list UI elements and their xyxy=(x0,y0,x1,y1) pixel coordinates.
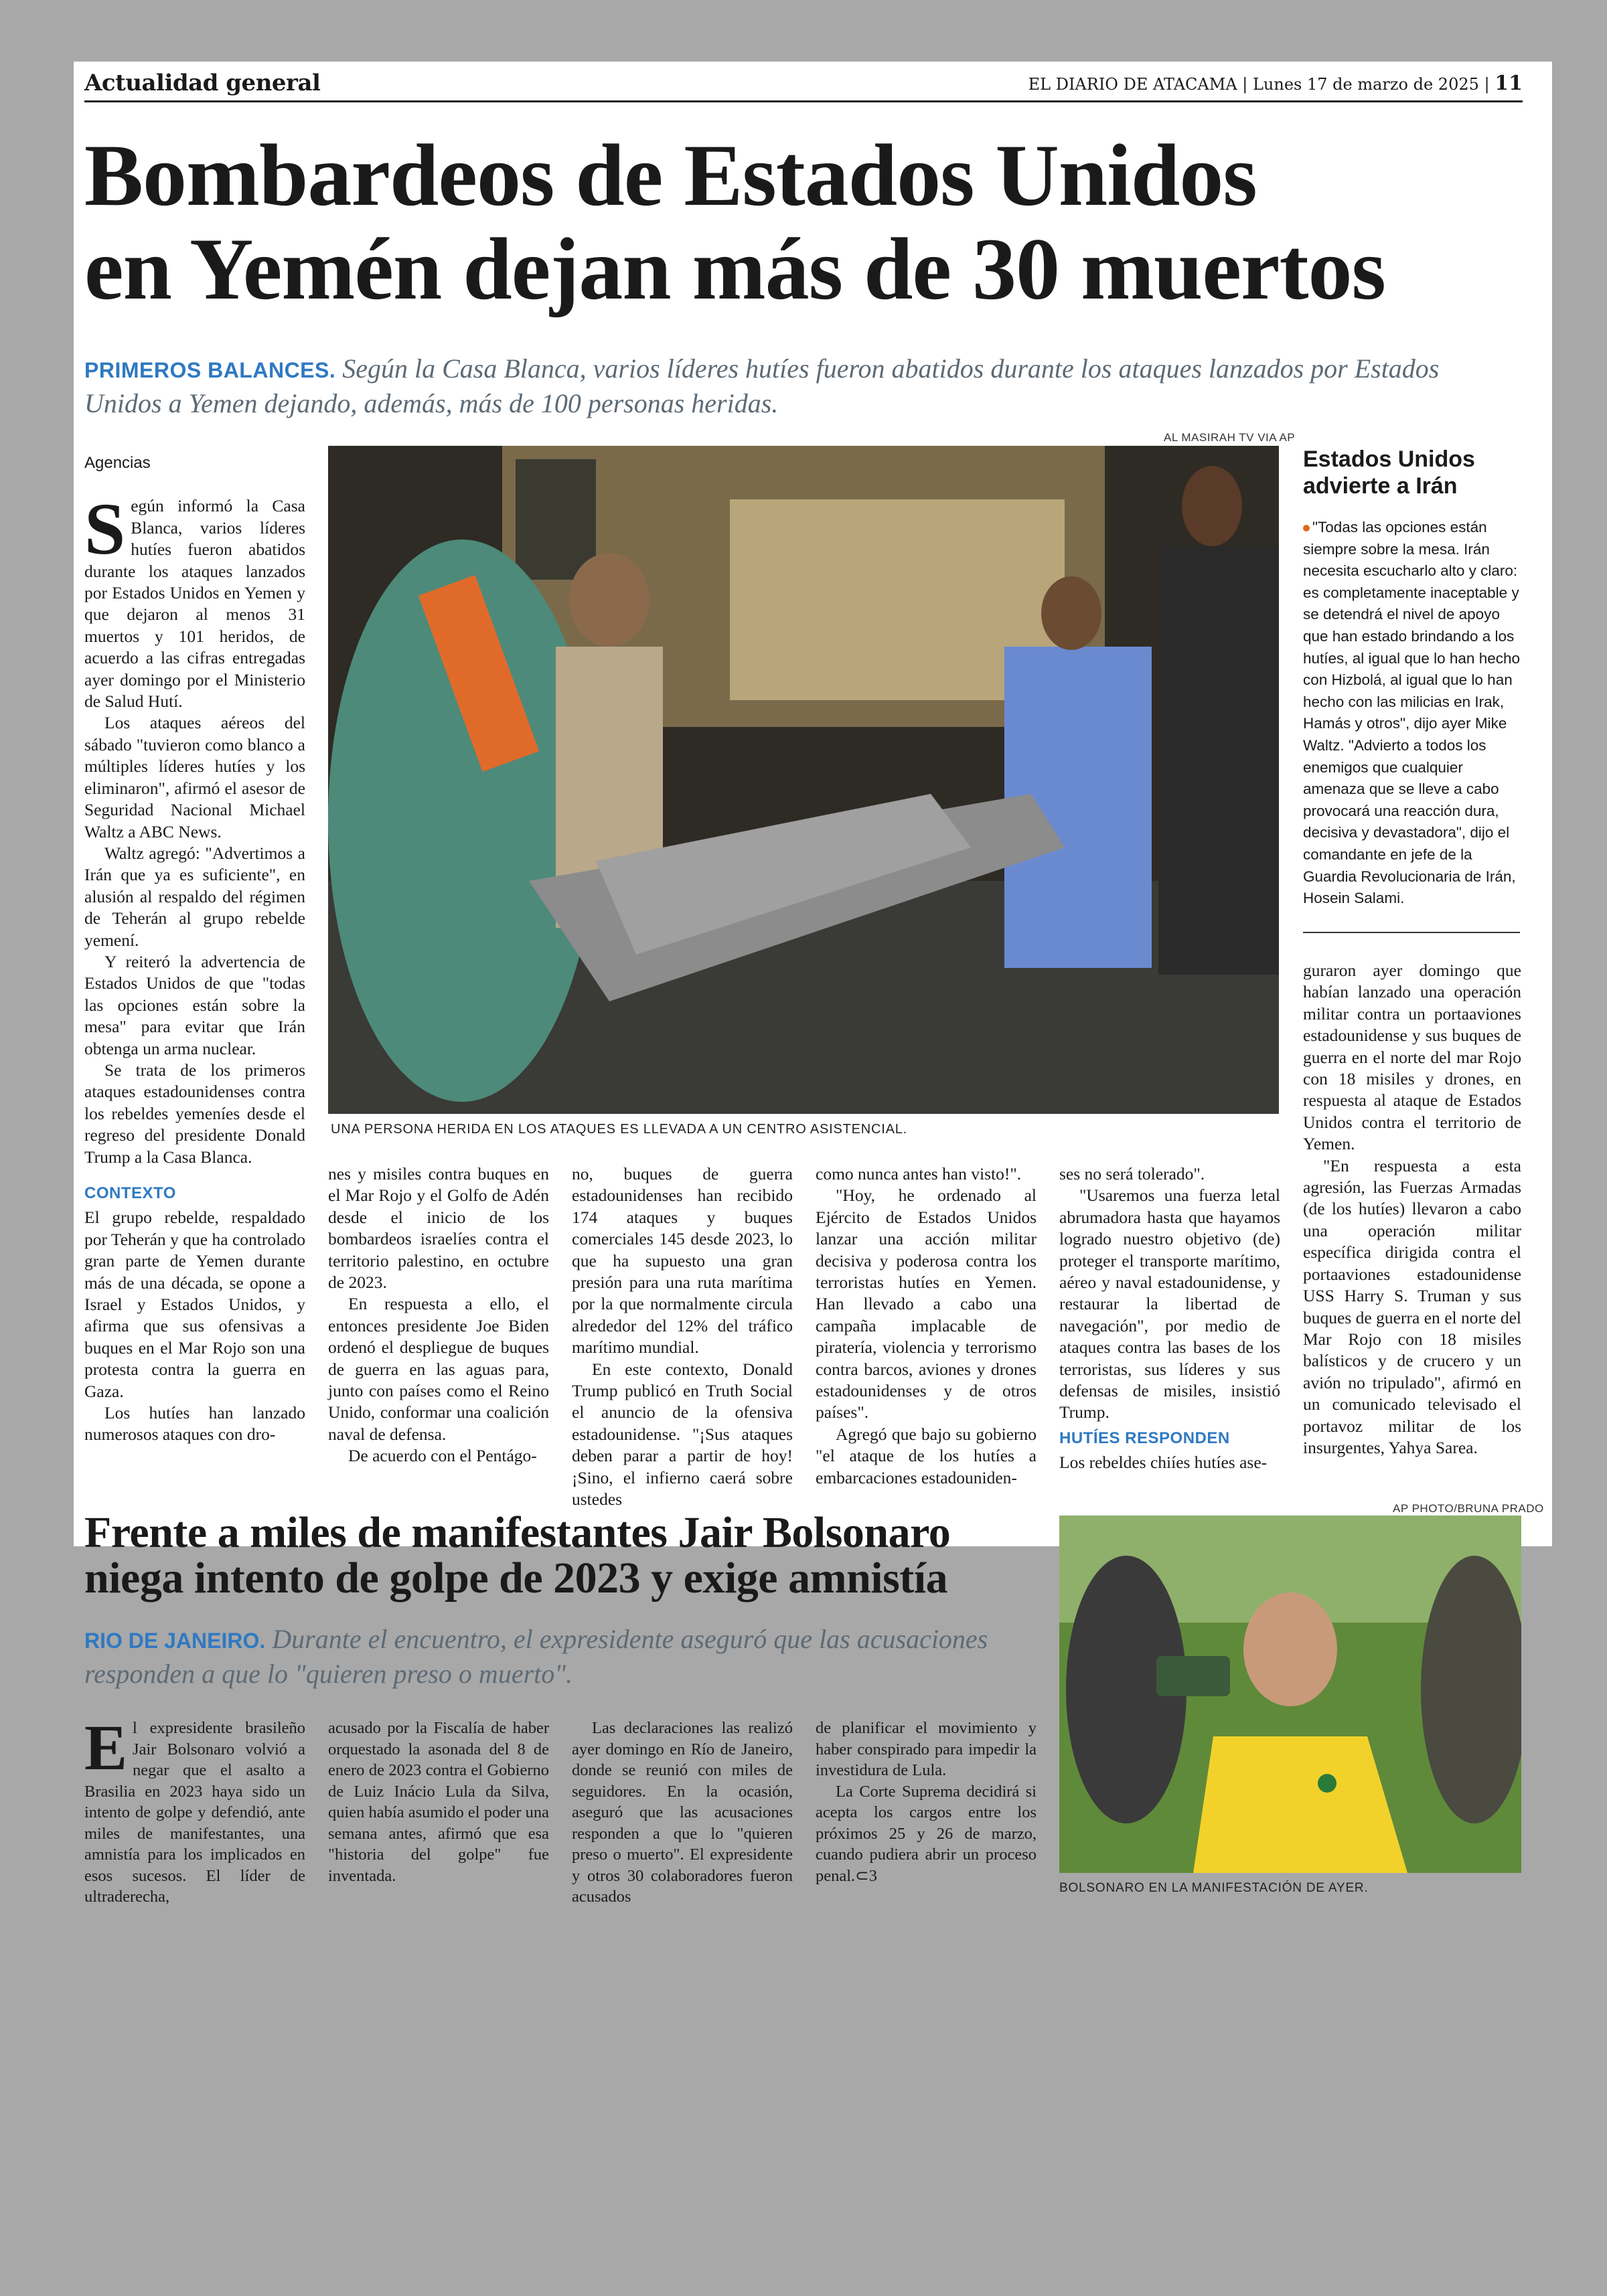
photo-credit: AL MASIRAH TV VIA AP xyxy=(1164,431,1296,444)
second-headline: Frente a miles de manifestantes Jair Bolsonaro niega intento de golpe de 2023 y exige amnistía xyxy=(84,1508,951,1603)
sidebar-text: "Todas las opciones están siempre sobre la mesa. Irán necesita escucharlo alto y claro: es completamente inaceptable y se detendrá el nivel de apoyo que han estado brindando a los hutíes, al igual que lo han hecho con Hizbolá, al igual que lo han hecho con las milicias en Irak, Hamás y otros", dijo ayer Mike Waltz. "Advierto a todos los enemigos que cualquier amenaza que se lleve a cabo provocará una reacción dura, decisiva y devastadora", dijo el comandante en jefe de la Guardia Revolucionaria de Irán, Hosein Salami. xyxy=(1303,519,1520,907)
article-column-1 xyxy=(84,453,305,1446)
paragraph: La Corte Suprema decidirá si acepta los cargos entre los próximos 25 y 26 de marzo, cuando pudiera abrir un proceso penal.⊂3 xyxy=(816,1782,1037,1885)
paragraph: "Usaremos una fuerza letal abrumadora hasta que hayamos logrado nuestro objetivo (de) proteger el transporte marítimo, aéreo y naval estadounidense, y restaurar la libertad de navegación", por medio de ataques contra las bases de los terroristas, sus líderes y sus defensas de misiles, insistió Trump. xyxy=(1059,1185,1280,1422)
paragraph: Las declaraciones las realizó ayer domingo en Río de Janeiro, donde se reunió con miles de seguidores. En la ocasión, aseguró que las acusaciones responden a que lo "quieren preso o muerto". El expresidente y otros 30 colaboradores fueron acusados xyxy=(572,1719,793,1906)
drop-cap: E xyxy=(84,1712,128,1783)
bullet-dot-icon xyxy=(1303,525,1310,531)
news-photo-stretcher xyxy=(328,446,1279,1114)
photo-caption-2: BOLSONARO EN LA MANIFESTACIÓN DE AYER. xyxy=(1059,1881,1369,1895)
subhead-huties-responden: HUTÍES RESPONDEN xyxy=(1059,1428,1230,1447)
paragraph: De acuerdo con el Pentágo- xyxy=(348,1446,537,1466)
article-column-3 xyxy=(572,1163,793,1511)
photo-illustration xyxy=(328,446,1279,1114)
headline-line-1: Bombardeos de Estados Unidos xyxy=(84,126,1257,224)
paragraph: "En respuesta a esta agresión, las Fuerzas Armadas (de los hutíes) llevaron a cabo una operación militar específica dirigida contra el portaaviones estadounidense USS Harry S. Truman y sus buques de guerra en el norte del Mar Rojo con 18 misiles balísticos y de crucero y un avión no tripulado", afirmó en un comunicado televisado el portavoz militar de los insurgentes, Yahya Sarea. xyxy=(1303,1155,1521,1457)
paragraph: Los ataques aéreos del sábado "tuvieron como blanco a múltiples líderes hutíes y los eliminaron", afirmó el asesor de Seguridad Nacional Michael Waltz a ABC News. xyxy=(84,713,305,841)
masthead xyxy=(1028,72,1523,100)
article-column-6 xyxy=(1303,960,1521,1459)
photo-credit-2: AP PHOTO/BRUNA PRADO xyxy=(1393,1502,1544,1515)
headline-line-2: en Yemén dejan más de 30 muertos xyxy=(84,220,1385,318)
paragraph: El grupo rebelde, respaldado por Teherán y que ha controlado gran parte de Yemen durante más de una década, se opone a Israel y Estados Unidos, y afirma que sus ofensivas a buques en el Mar Rojo son una protesta contra la guerra en Gaza. xyxy=(84,1208,305,1401)
masthead-text: EL DIARIO DE ATACAMA | Lunes 17 de marzo de 2025 | xyxy=(1028,75,1490,94)
page-header xyxy=(84,66,1523,102)
paragraph: como nunca antes han visto!". xyxy=(816,1164,1022,1183)
article2-column-2 xyxy=(328,1718,549,1886)
paragraph: En este contexto, Donald Trump publicó en Truth Social el anuncio de la ofensiva estadounidense. "¡Sus ataques deben parar a partir de hoy! ¡Sino, el infierno caerá sobre ustedes xyxy=(572,1359,793,1509)
byline-agency: Agencias xyxy=(84,454,151,472)
sidebar-body xyxy=(1303,517,1520,910)
article-column-4 xyxy=(816,1163,1037,1489)
paragraph xyxy=(84,1712,305,1908)
paragraph: Y reiteró la advertencia de Estados Unidos de que "todas las opciones están sobre la mesa" para evitar que Irán obtenga un arma nuclear. xyxy=(84,951,305,1058)
photo-caption: UNA PERSONA HERIDA EN LOS ATAQUES ES LLEVADA A UN CENTRO ASISTENCIAL. xyxy=(331,1122,908,1137)
paragraph: Agregó que bajo su gobierno "el ataque de los hutíes a embarcaciones estadouniden- xyxy=(816,1424,1037,1487)
page-number: 11 xyxy=(1495,72,1523,95)
paragraph: Los hutíes han lanzado numerosos ataques con dro- xyxy=(84,1403,305,1445)
news-photo-bolsonaro xyxy=(1059,1515,1521,1873)
sidebar-title: Estados Unidos advierte a Irán xyxy=(1303,446,1475,499)
second-deck-kicker: RIO DE JANEIRO. xyxy=(84,1629,266,1653)
paragraph: Los rebeldes chiíes hutíes ase- xyxy=(1059,1453,1268,1473)
paragraph: ses no será tolerado". xyxy=(1059,1164,1205,1183)
paragraph: Waltz agregó: "Advertimos a Irán que ya es suficiente", en alusión al respaldo del régimen de Teherán al grupo rebelde yemení. xyxy=(84,843,305,950)
drop-cap: S xyxy=(84,488,126,570)
article-column-2 xyxy=(328,1163,549,1467)
deck-text: Según la Casa Blanca, varios líderes hutíes fueron abatidos durante los ataques lanzados por Estados Unidos a Yemen dejando, además, más de 100 personas heridas. xyxy=(84,353,1440,418)
paragraph: En respuesta a ello, el entonces presidente Joe Biden ordenó el despliegue de buques de guerra en las aguas para, junto con países como el Reino Unido, conformar una coalición naval de defensa. xyxy=(328,1294,549,1444)
second-deck xyxy=(84,1623,1049,1691)
sidebar-divider xyxy=(1303,932,1520,933)
paragraph-text: l expresidente brasileño Jair Bolsonaro volvió a negar que el asalto a Brasilia en 2023 haya sido un intento de golpe y defendió, ante miles de manifestantes, una amnistía para los implicados en esos sucesos. El líder de ultraderecha, xyxy=(84,1719,305,1906)
paragraph: de planificar el movimiento y haber conspirado para impedir la investidura de Lula. xyxy=(816,1719,1037,1779)
article-deck xyxy=(84,352,1517,420)
paragraph-text: egún informó la Casa Blanca, varios líderes hutíes fueron abatidos durante los ataques lanzados por Estados Unidos en Yemen y que dejaron al menos 31 muertos y 101 heridos, de acuerdo a las cifras entregadas ayer domingo por el Ministerio de Salud Hutí. xyxy=(84,496,305,712)
paragraph: Se trata de los primeros ataques estadounidenses contra los rebeldes yemeníes desde el regreso del presidente Donald Trump a la Casa Blanca. xyxy=(84,1060,305,1167)
article2-column-3 xyxy=(572,1718,793,1908)
article2-column-1 xyxy=(84,1712,305,1908)
paragraph: no, buques de guerra estadounidenses han recibido 174 ataques y buques comerciales 145 desde 2023, lo que ha supuesto una gran presión para una ruta marítima por la que normalmente circula alrededor del 12% del tráfico marítimo mundial. xyxy=(572,1164,793,1358)
paragraph: guraron ayer domingo que habían lanzado una operación militar contra un portaaviones estadounidense y sus buques de guerra en el norte del mar Rojo con 18 misiles y drones, en respuesta al ataque de Estados Unidos contra el territorio de Yemen. xyxy=(1303,961,1521,1154)
paragraph: nes y misiles contra buques en el Mar Rojo y el Golfo de Adén desde el inicio de los bombardeos israelíes contra el territorio palestino, en octubre de 2023. xyxy=(328,1164,549,1293)
paragraph: "Hoy, he ordenado al Ejército de Estados Unidos lanzar una acción militar decisiva y poderosa contra los terroristas hutíes en Yemen. Han llevado a cabo una campaña implacable de piratería, violencia y terrorismo contra barcos, aviones y drones estadounidenses y de otros países". xyxy=(816,1185,1037,1422)
deck-kicker: PRIMEROS BALANCES. xyxy=(84,358,336,382)
paragraph: acusado por la Fiscalía de haber orquestado la asonada del 8 de enero de 2023 contra el Gobierno de Luiz Inácio Lula da Silva, quien había asumido el poder una semana antes, afirmó que esa "historia del golpe" fue inventada. xyxy=(328,1719,549,1885)
section-name: Actualidad general xyxy=(84,70,321,96)
article2-column-4 xyxy=(816,1718,1037,1886)
subhead-contexto: CONTEXTO xyxy=(84,1184,176,1202)
paragraph xyxy=(84,488,305,712)
photo-illustration-2 xyxy=(1059,1515,1521,1873)
main-headline xyxy=(84,126,1531,318)
article-column-5 xyxy=(1059,1163,1280,1474)
second-deck-text: Durante el encuentro, el expresidente aseguró que las acusaciones responden a que lo "quieren preso o muerto". xyxy=(84,1624,988,1689)
